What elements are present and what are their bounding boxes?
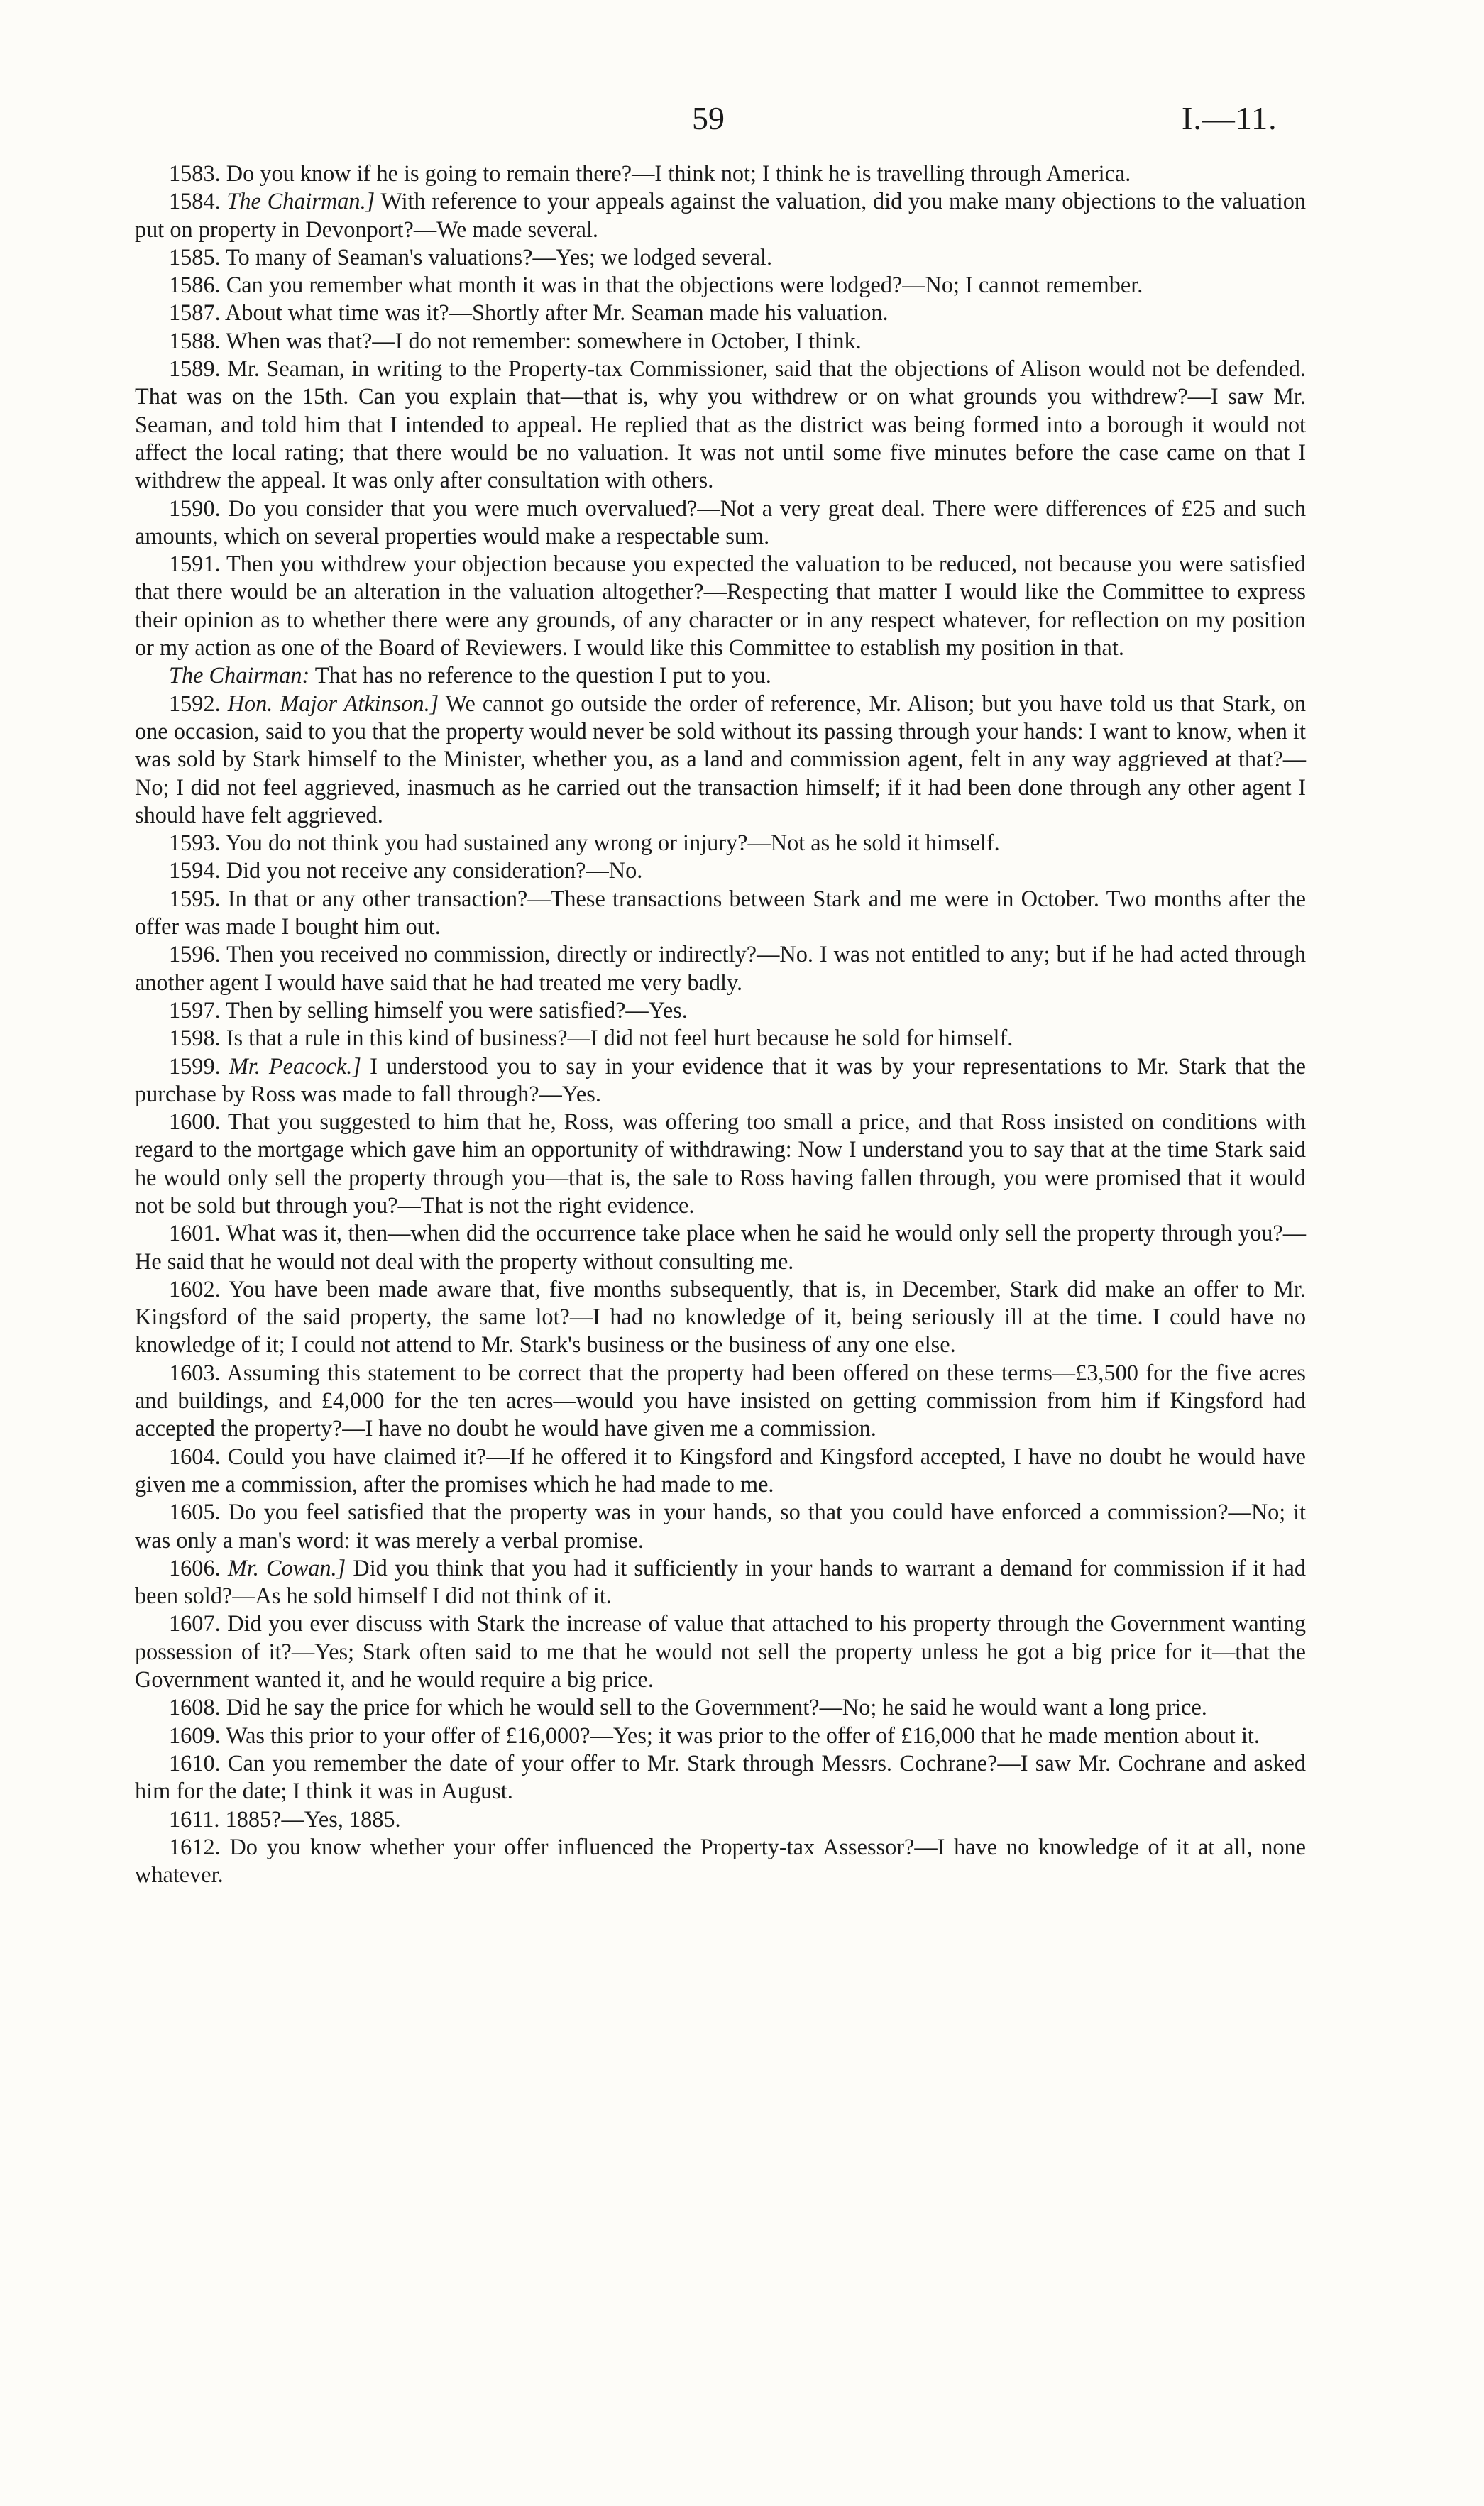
evidence-paragraph xyxy=(135,1722,1306,1749)
evidence-paragraph xyxy=(135,1806,1306,1833)
speaker-name: Mr. Cowan.] xyxy=(227,1554,346,1581)
evidence-paragraph xyxy=(135,550,1306,661)
paragraph-text: Did you not receive any consideration?—No. xyxy=(226,857,643,884)
evidence-paragraph xyxy=(135,1693,1306,1721)
paragraph-text: What was it, then—when did the occurrence take place when he said he would only sell the property through you?—He said that he would not deal with the property without consulting me. xyxy=(135,1220,1306,1274)
question-number: 1604. xyxy=(169,1443,221,1469)
question-number: 1603. xyxy=(169,1359,221,1385)
evidence-paragraph xyxy=(135,1749,1306,1806)
question-number: 1611. xyxy=(169,1806,220,1832)
evidence-paragraph xyxy=(135,160,1306,187)
speaker-name: Mr. Peacock.] xyxy=(229,1053,361,1079)
question-number: 1592. xyxy=(169,690,221,716)
evidence-paragraph xyxy=(135,1554,1306,1610)
paragraph-text: That has no reference to the question I put to you. xyxy=(314,662,771,688)
evidence-paragraph xyxy=(135,690,1306,829)
question-number: 1598. xyxy=(169,1025,221,1051)
question-number: 1607. xyxy=(169,1610,221,1637)
document-reference: I.—11. xyxy=(1182,100,1277,136)
question-number: 1605. xyxy=(169,1499,221,1525)
paragraph-text: You do not think you had sustained any wrong or injury?—Not as he sold it himself. xyxy=(225,830,1000,856)
paragraph-text: Mr. Seaman, in writing to the Property-tax Commissioner, said that the objections of Alison would not be defended. That was on the 15th. Can you explain that—that is, why you withdrew or on what grounds you withdrew?—I saw Mr. Seaman, and told him that I intended to appeal. He replied that as the district was being formed into a borough it would not affect the local rating; that there would be no valuation. It was not until some five minutes before the case came on that I withdrew the appeal. It was only after consultation with others. xyxy=(135,356,1307,493)
paragraph-text: Do you know whether your offer influenced the Property-tax Assessor?—I have no knowledge of it at all, none whatever. xyxy=(135,1833,1307,1888)
paragraph-text: 1885?—Yes, 1885. xyxy=(225,1806,401,1832)
evidence-paragraph xyxy=(135,187,1306,243)
paragraph-text: Then you received no commission, directly or indirectly?—No. I was not entitled to any; but if he had acted through another agent I would have said that he had treated me very badly. xyxy=(135,941,1307,995)
question-number: 1586. xyxy=(169,272,221,298)
paragraph-text: To many of Seaman's valuations?—Yes; we lodged several. xyxy=(226,243,773,270)
evidence-paragraph xyxy=(135,271,1306,299)
question-number: 1590. xyxy=(169,495,221,521)
question-number: 1591. xyxy=(169,551,221,577)
speaker-name: The Chairman.] xyxy=(226,188,375,214)
evidence-paragraph xyxy=(135,327,1306,355)
paragraph-text: Do you know if he is going to remain there?—I think not; I think he is travelling through America. xyxy=(226,160,1131,186)
paragraph-text: Did you ever discuss with Stark the increase of value that attached to his property through the Government wanting possession of it?—Yes; Stark often said to me that he would not sell the property unless he got a big price for it—that the Government wanted it, and he would require a big price. xyxy=(135,1610,1306,1693)
evidence-paragraph xyxy=(135,1275,1306,1359)
paragraph-text: We cannot go outside the order of reference, Mr. Alison; but you have told us that Stark, on one occasion, said to you that the property would never be sold without its passing through your hands: I want to know, when it was sold by Stark himself to the Minister, whether you, as a land and commission agent, felt in any way aggrieved at that?—No; I did not feel aggrieved, inasmuch as he carried out the transaction himself; if it had been done through any other agent I should have felt aggrieved. xyxy=(135,690,1306,828)
question-number: 1608. xyxy=(169,1694,221,1720)
paragraph-text: Can you remember what month it was in that the objections were lodged?—No; I cannot remember. xyxy=(226,272,1143,298)
speaker-name: Hon. Major Atkinson.] xyxy=(227,690,439,716)
paragraph-text: Then by selling himself you were satisfied?—Yes. xyxy=(226,996,688,1023)
page-header xyxy=(0,99,1484,142)
question-number: 1606. xyxy=(169,1554,221,1581)
evidence-paragraph xyxy=(135,355,1306,494)
paragraph-text: When was that?—I do not remember: somewhere in October, I think. xyxy=(226,327,862,353)
question-number: 1597. xyxy=(169,996,221,1023)
paragraph-text: Can you remember the date of your offer to Mr. Stark through Messrs. Cochrane?—I saw Mr. Cochrane and asked him for the date; I think it was in August. xyxy=(135,1749,1307,1804)
question-number: 1609. xyxy=(169,1722,221,1748)
paragraph-text: Do you feel satisfied that the property was in your hands, so that you could have enforced a commission?—No; it was only a man's word: it was merely a verbal promise. xyxy=(135,1499,1306,1553)
paragraph-text: Then you withdrew your objection because you expected the valuation to be reduced, not because you were satisfied that there would be an alteration in the valuation altogether?—Respecting that matter I would like the Committee to express their opinion as to whether there were any grounds, of any character or in any respect whatever, for reflection on my position or my action as one of the Board of Reviewers. I would like this Committee to establish my position in that. xyxy=(135,551,1306,661)
question-number: 1583. xyxy=(169,160,221,186)
evidence-paragraph xyxy=(135,940,1306,996)
question-number: 1584. xyxy=(169,188,221,214)
paragraph-text: I understood you to say in your evidence that it was by your representations to Mr. Stark that the purchase by Ross was made to fall through?—Yes. xyxy=(135,1053,1306,1106)
paragraph-text: Is that a rule in this kind of business?—I did not feel hurt because he sold for himself. xyxy=(226,1025,1013,1051)
paragraph-text: You have been made aware that, five months subsequently, that is, in December, Stark did make an offer to Mr. Kingsford of the said property, the same lot?—I had no knowledge of it, being seriously ill at the time. I could have no knowledge of it; I could not attend to Mr. Stark's business or the business of any one else. xyxy=(135,1275,1306,1358)
paragraph-text: That you suggested to him that he, Ross, was offering too small a price, and that Ross insisted on conditions with regard to the mortgage which gave him an opportunity of withdrawing: Now I understand you to say that at the time Stark said he would only sell the property through you—that is, the sale to Ross having fallen through, you were promised that it would not be sold but through you?—That is not the right evidence. xyxy=(135,1109,1306,1218)
question-number: 1601. xyxy=(169,1220,221,1246)
evidence-paragraph xyxy=(135,1024,1306,1052)
paragraph-text: Assuming this statement to be correct that the property had been offered on these terms—£3,500 for the five acres and buildings, and £4,000 for the ten acres—would you have insisted on getting commission from him if Kingsford had accepted the property?—I have no doubt he would have given me a commission. xyxy=(135,1359,1306,1441)
evidence-paragraph xyxy=(135,1833,1306,1889)
evidence-body xyxy=(135,160,1306,1889)
question-number: 1595. xyxy=(169,885,221,911)
paragraph-text: Did he say the price for which he would sell to the Government?—No; he said he would want a long price. xyxy=(226,1694,1207,1720)
paragraph-text: About what time was it?—Shortly after Mr. Seaman made his valuation. xyxy=(224,299,889,326)
paragraph-text: In that or any other transaction?—These transactions between Stark and me were in October. Two months after the offer was made I bought him out. xyxy=(135,885,1306,940)
evidence-paragraph xyxy=(135,1053,1306,1109)
question-number: 1588. xyxy=(169,327,221,353)
evidence-paragraph xyxy=(135,1359,1306,1443)
evidence-paragraph xyxy=(135,661,1306,689)
question-number: 1585. xyxy=(169,243,221,270)
question-number: 1587. xyxy=(169,299,221,326)
evidence-paragraph xyxy=(135,996,1306,1024)
paragraph-text: Did you think that you had it sufficiently in your hands to warrant a demand for commission if it had been sold?—As he sold himself I did not think of it. xyxy=(135,1554,1307,1609)
page-number: 59 xyxy=(692,100,725,136)
question-number: 1612. xyxy=(169,1833,221,1859)
evidence-paragraph xyxy=(135,829,1306,857)
question-number: 1599. xyxy=(169,1053,221,1079)
paragraph-text: Could you have claimed it?—If he offered it to Kingsford and Kingsford accepted, I have no doubt he would have given me a commission, after the promises which he had made to me. xyxy=(135,1443,1306,1497)
evidence-paragraph xyxy=(135,1219,1306,1275)
question-number: 1596. xyxy=(169,941,221,967)
evidence-paragraph xyxy=(135,495,1306,551)
question-number: 1600. xyxy=(169,1109,221,1135)
evidence-paragraph xyxy=(135,1610,1306,1693)
paragraph-text: With reference to your appeals against the valuation, did you make many objections to the valuation put on property in Devonport?—We made several. xyxy=(135,188,1306,242)
paragraph-text: Was this prior to your offer of £16,000?—Yes; it was prior to the offer of £16,000 that he made mention about it. xyxy=(226,1722,1260,1748)
evidence-paragraph xyxy=(135,299,1306,326)
evidence-paragraph xyxy=(135,1498,1306,1554)
evidence-paragraph xyxy=(135,1443,1306,1499)
evidence-paragraph xyxy=(135,1108,1306,1219)
paragraph-text: Do you consider that you were much overvalued?—Not a very great deal. There were differences of £25 and such amounts, which on several properties would make a respectable sum. xyxy=(135,495,1306,549)
question-number: 1610. xyxy=(169,1749,221,1776)
evidence-paragraph xyxy=(135,885,1306,941)
question-number: 1594. xyxy=(169,857,221,884)
speaker-name: The Chairman: xyxy=(169,662,310,688)
question-number: 1589. xyxy=(169,356,221,382)
evidence-paragraph xyxy=(135,243,1306,271)
evidence-paragraph xyxy=(135,857,1306,884)
question-number: 1602. xyxy=(169,1275,221,1302)
question-number: 1593. xyxy=(169,830,221,856)
